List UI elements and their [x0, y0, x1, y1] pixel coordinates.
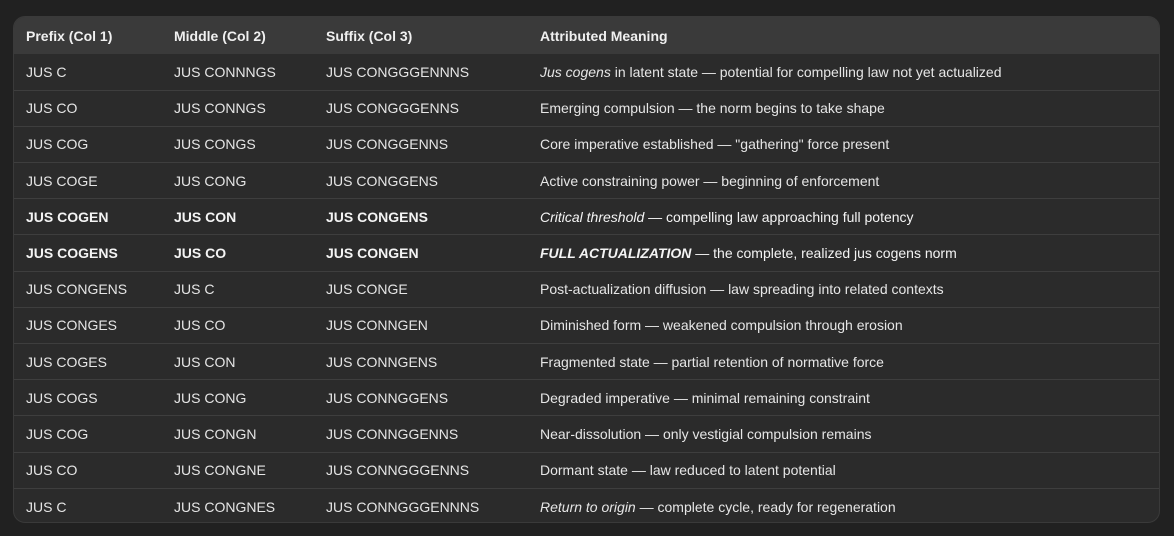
middle-cell: JUS CON	[174, 353, 236, 370]
suffix-cell: JUS CONGE	[326, 281, 408, 298]
meaning-cell	[528, 126, 1159, 162]
meaning-text: Near-dissolution — only vestigial compulsion remains	[540, 425, 872, 442]
header-prefix: Prefix (Col 1)	[26, 27, 113, 44]
suffix-cell: JUS CONNGGGENNNS	[326, 498, 480, 515]
meaning-cell	[528, 452, 1159, 488]
suffix-cell: JUS CONNGGGENNS	[326, 462, 470, 479]
meaning-text: — compelling law approaching full potency	[644, 208, 914, 225]
prefix-cell: JUS COGE	[26, 172, 98, 189]
middle-cell: JUS CONG	[174, 389, 247, 406]
prefix-cell: JUS COGENS	[26, 245, 118, 262]
meaning-text: in latent state — potential for compelling law not yet actualized	[610, 63, 1002, 80]
table-row	[14, 90, 1159, 126]
table-row	[14, 452, 1159, 488]
markdown-table	[13, 16, 1160, 523]
meaning-text: Post-actualization diffusion — law spreading into related contexts	[540, 281, 944, 298]
meaning-text: Dormant state — law reduced to latent potential	[540, 462, 836, 479]
table-header	[14, 17, 1159, 54]
meaning-text: — complete cycle, ready for regeneration	[635, 498, 896, 515]
middle-cell: JUS CONGN	[174, 425, 257, 442]
middle-cell: JUS C	[174, 281, 215, 298]
meaning-cell	[528, 163, 1159, 199]
meaning-text: Emerging compulsion — the norm begins to take shape	[540, 100, 885, 117]
suffix-cell: JUS CONGGGENNNS	[326, 63, 470, 80]
meaning-cell	[528, 271, 1159, 307]
middle-cell: JUS CONNNGS	[174, 63, 276, 80]
meaning-cell	[528, 344, 1159, 380]
table-row	[14, 488, 1159, 523]
meaning-cell	[528, 380, 1159, 416]
meaning-text: Active constraining power — beginning of enforcement	[540, 172, 880, 189]
middle-cell: JUS CONGNES	[174, 498, 276, 515]
table-row	[14, 235, 1159, 271]
header-middle: Middle (Col 2)	[174, 27, 266, 44]
meaning-text: Core imperative established — "gathering" force present	[540, 136, 890, 153]
table-row	[14, 126, 1159, 162]
header-meaning: Attributed Meaning	[540, 27, 668, 44]
suffix-cell: JUS CONNGENS	[326, 353, 438, 370]
table-row	[14, 380, 1159, 416]
meaning-text: — the complete, realized jus cogens norm	[691, 245, 957, 262]
table-row	[14, 271, 1159, 307]
prefix-cell: JUS COGS	[26, 389, 98, 406]
middle-cell: JUS CONGNE	[174, 462, 266, 479]
meaning-cell	[528, 307, 1159, 343]
table-row	[14, 344, 1159, 380]
meaning-emphasis: Jus cogens	[540, 63, 611, 80]
meaning-cell	[528, 199, 1159, 235]
table-row	[14, 199, 1159, 235]
prefix-cell: JUS COGES	[26, 353, 107, 370]
table-row	[14, 163, 1159, 199]
suffix-cell: JUS CONNGEN	[326, 317, 428, 334]
meaning-cell	[528, 54, 1159, 90]
table-row	[14, 54, 1159, 90]
prefix-cell: JUS C	[26, 63, 67, 80]
header-suffix: Suffix (Col 3)	[326, 27, 413, 44]
middle-cell: JUS CO	[174, 245, 227, 262]
prefix-cell: JUS CO	[26, 462, 78, 479]
suffix-cell: JUS CONNGGENNS	[326, 425, 459, 442]
meaning-table	[14, 17, 1159, 523]
prefix-cell: JUS CONGES	[26, 317, 118, 334]
prefix-cell: JUS CO	[26, 100, 78, 117]
table-body	[14, 54, 1159, 523]
middle-cell: JUS CON	[174, 208, 237, 225]
table-row	[14, 307, 1159, 343]
prefix-cell: JUS COGEN	[26, 208, 109, 225]
prefix-cell: JUS CONGENS	[26, 281, 128, 298]
middle-cell: JUS CONGS	[174, 136, 256, 153]
suffix-cell: JUS CONGENS	[326, 208, 428, 225]
middle-cell: JUS CO	[174, 317, 226, 334]
meaning-cell	[528, 235, 1159, 271]
middle-cell: JUS CONG	[174, 172, 247, 189]
table-header-row	[14, 17, 1159, 54]
meaning-cell	[528, 416, 1159, 452]
meaning-text: Degraded imperative — minimal remaining constraint	[540, 389, 870, 406]
prefix-cell: JUS COG	[26, 425, 89, 442]
suffix-cell: JUS CONGGGENNS	[326, 100, 460, 117]
meaning-cell	[528, 488, 1159, 523]
meaning-text: Diminished form — weakened compulsion through erosion	[540, 317, 903, 334]
meaning-emphasis: FULL ACTUALIZATION	[540, 245, 692, 262]
meaning-cell	[528, 90, 1159, 126]
prefix-cell: JUS C	[26, 498, 67, 515]
middle-cell: JUS CONNGS	[174, 100, 266, 117]
meaning-text: Fragmented state — partial retention of normative force	[540, 353, 884, 370]
table-row	[14, 416, 1159, 452]
suffix-cell: JUS CONGEN	[326, 245, 419, 262]
suffix-cell: JUS CONGGENS	[326, 172, 439, 189]
meaning-emphasis: Critical threshold	[540, 208, 645, 225]
suffix-cell: JUS CONNGGENS	[326, 389, 449, 406]
prefix-cell: JUS COG	[26, 136, 89, 153]
suffix-cell: JUS CONGGENNS	[326, 136, 449, 153]
meaning-emphasis: Return to origin	[540, 498, 636, 515]
